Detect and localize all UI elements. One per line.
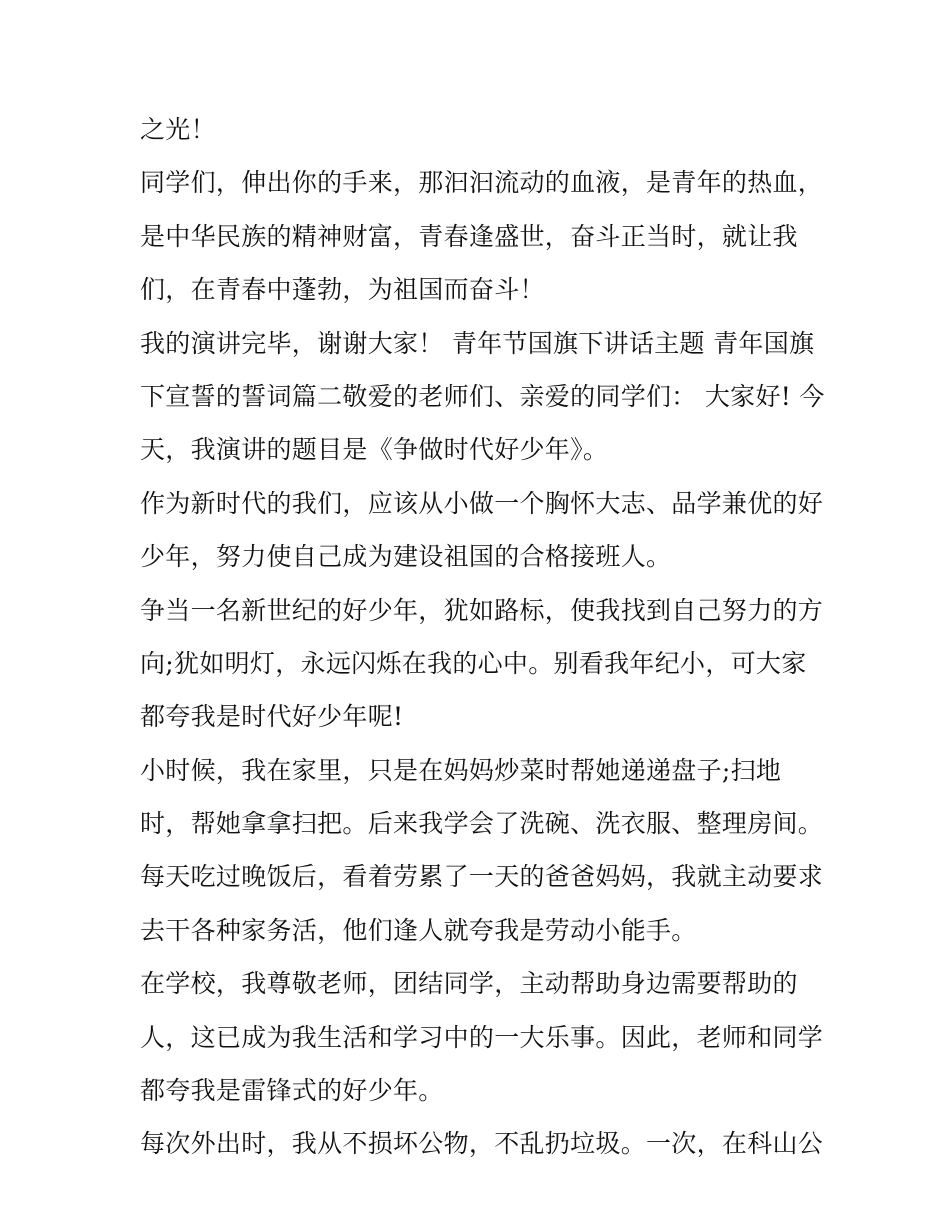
text-line: 们，在青春中蓬勃，为祖国而奋斗！	[140, 275, 545, 305]
text-line: 时，帮她拿拿扫把。后来我学会了洗碗、洗衣服、整理房间。	[140, 809, 824, 839]
text-line: 少年，努力使自己成为建设祖国的合格接班人。	[140, 542, 672, 572]
text-line: 每天吃过晚饭后，看着劳累了一天的爸爸妈妈，我就主动要求	[140, 862, 824, 892]
text-line: 人，这已成为我生活和学习中的一大乐事。因此，老师和同学	[140, 1022, 824, 1052]
text-line: 都夸我是雷锋式的好少年。	[140, 1076, 444, 1106]
text-line: 去干各种家务活，他们逢人就夸我是劳动小能手。	[140, 915, 697, 945]
text-line: 下宣誓的誓词篇二敬爱的老师们、亲爱的同学们： 大家好! 今	[140, 381, 825, 411]
text-line: 在学校，我尊敬老师，团结同学，主动帮助身边需要帮助的	[140, 969, 798, 999]
text-line: 同学们，伸出你的手来，那汩汩流动的血液，是青年的热血，	[140, 168, 824, 198]
text-line: 天，我演讲的题目是《争做时代好少年》。	[140, 435, 609, 465]
text-line: 每次外出时，我从不损坏公物，不乱扔垃圾。一次，在科山公	[140, 1129, 824, 1159]
text-line: 小时候，我在家里，只是在妈妈炒菜时帮她递递盘子;扫地	[140, 755, 782, 785]
text-line: 之光！	[140, 115, 216, 144]
text-line: 向;犹如明灯，永远闪烁在我的心中。别看我年纪小，可大家	[140, 648, 807, 678]
text-line: 是中华民族的精神财富，青春逢盛世，奋斗正当时，就让我	[140, 221, 798, 251]
text-line: 争当一名新世纪的好少年，犹如路标，使我找到自己努力的方	[140, 595, 824, 625]
text-line: 都夸我是时代好少年呢!	[140, 702, 404, 732]
body-text	[140, 108, 825, 1176]
text-line: 我的演讲完毕，谢谢大家！ 青年节国旗下讲话主题 青年国旗	[140, 328, 815, 358]
text-line: 作为新时代的我们，应该从小做一个胸怀大志、品学兼优的好	[140, 488, 824, 518]
